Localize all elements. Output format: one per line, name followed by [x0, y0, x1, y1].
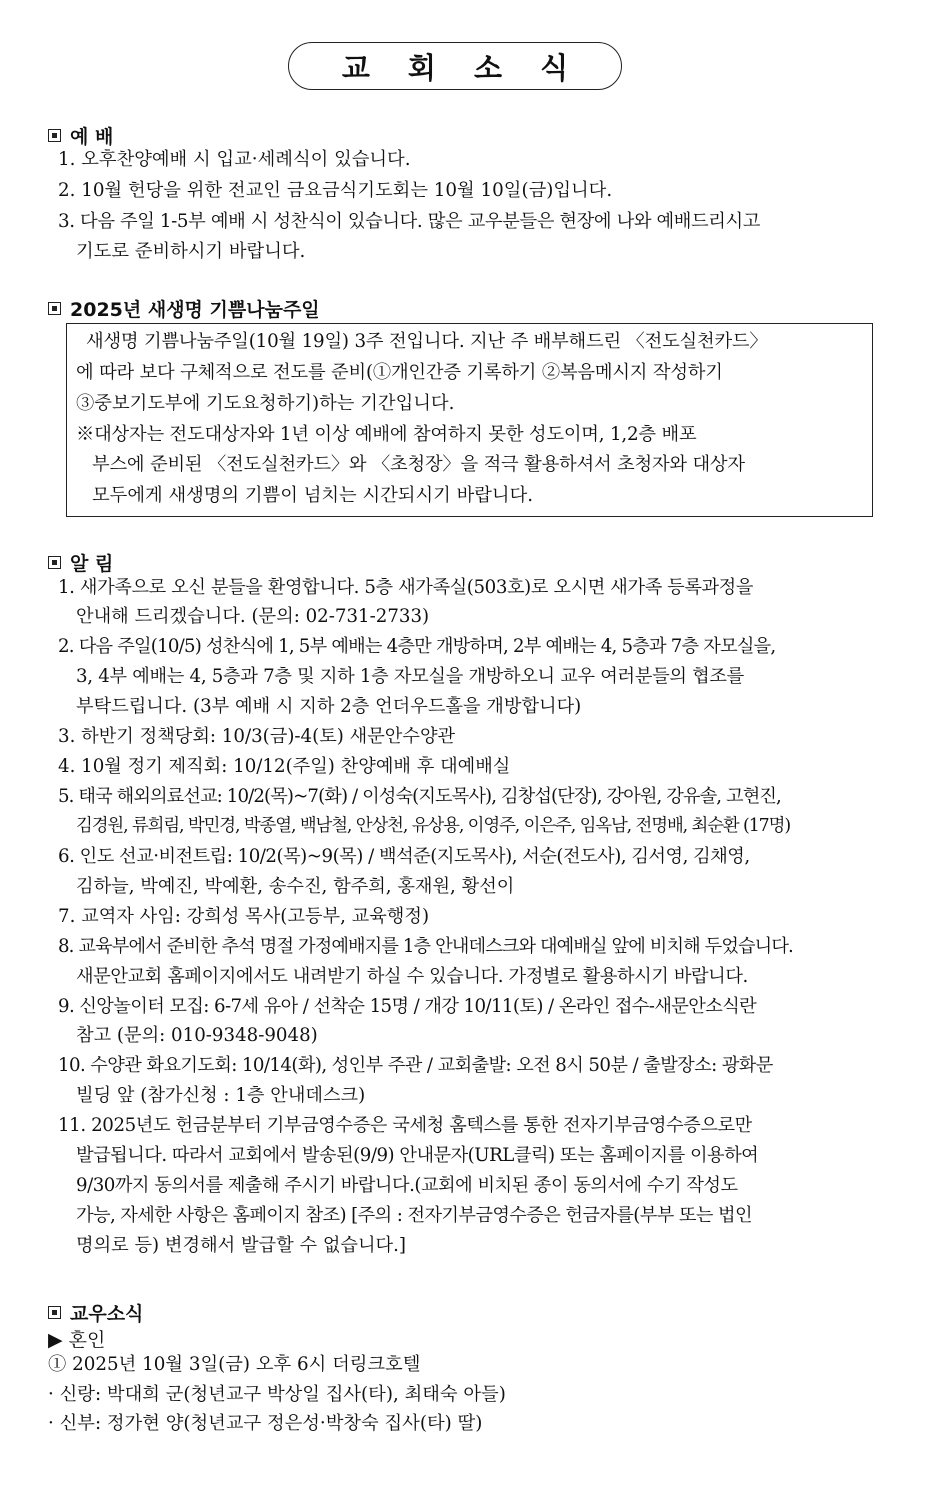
square-bullet-icon [48, 556, 61, 569]
members-heading: 교우소식 [48, 1299, 143, 1326]
square-bullet-icon [48, 1306, 61, 1319]
page-title-box [288, 42, 622, 90]
notice-line: 2. 다음 주일(10/5) 성찬식에 1, 5부 예배는 4층만 개방하며, 2부 예배는 4, 5층과 7층 자모실을, [58, 636, 776, 657]
evangelism-line: 에 따라 보다 구체적으로 전도를 준비(①개인간증 기록하기 ②복음메시지 작성하기 [76, 362, 723, 383]
notice-line: 7. 교역자 사임: 강희성 목사(고등부, 교육행정) [58, 906, 430, 927]
worship-line: 기도로 준비하시기 바랍니다. [76, 241, 306, 262]
worship-line: 1. 오후찬양예배 시 입교·세례식이 있습니다. [58, 149, 411, 170]
notice-line: 명의로 등) 변경해서 발급할 수 없습니다.] [76, 1235, 406, 1256]
notice-line: 가능, 자세한 사항은 홈페이지 참조) [주의 : 전자기부금영수증은 헌금자를(부부 또는 법인 [76, 1205, 752, 1226]
notice-line: 11. 2025년도 헌금분부터 기부금영수증은 국세청 홈텍스를 통한 전자기부금영수증으로만 [58, 1115, 752, 1136]
page-title: 교 회 소 식 [341, 50, 583, 85]
worship-line: 3. 다음 주일 1-5부 예배 시 성찬식이 있습니다. 많은 교우분들은 현장에 나와 예배드리시고 [58, 211, 761, 232]
notice-line: 3. 하반기 정책당회: 10/3(금)-4(토) 새문안수양관 [58, 726, 456, 747]
members-line: ① 2025년 10월 3일(금) 오후 6시 더링크호텔 [48, 1354, 421, 1375]
notice-line: 8. 교육부에서 준비한 추석 명절 가정예배지를 1층 안내데스크와 대예배실 앞에 비치해 두었습니다. [58, 936, 793, 957]
notice-line: 3, 4부 예배는 4, 5층과 7층 및 지하 1층 자모실을 개방하오니 교우 여러분들의 협조를 [76, 666, 744, 687]
notice-line: 발급됩니다. 따라서 교회에서 발송된(9/9) 안내문자(URL클릭) 또는 홈페이지를 이용하여 [76, 1145, 759, 1166]
notice-line: 김하늘, 박예진, 박예환, 송수진, 함주희, 홍재원, 황선이 [76, 876, 515, 897]
notice-line: 빌딩 앞 (참가신청 : 1층 안내데스크) [76, 1085, 366, 1106]
notice-line: 4. 10월 정기 제직회: 10/12(주일) 찬양예배 후 대예배실 [58, 756, 511, 777]
members-line: · 신부: 정가현 양(청년교구 정은성·박창숙 집사(타) 딸) [48, 1413, 483, 1434]
evangelism-line: ③중보기도부에 기도요청하기)하는 기간입니다. [76, 393, 455, 414]
notice-line: 새문안교회 홈페이지에서도 내려받기 하실 수 있습니다. 가정별로 활용하시기 바랍니다. [76, 966, 748, 987]
notice-line: 안내해 드리겠습니다. (문의: 02-731-2733) [76, 606, 430, 627]
evangelism-line: 부스에 준비된 〈전도실천카드〉와 〈초청장〉을 적극 활용하셔서 초청자와 대상자 [92, 454, 745, 475]
notice-line: 9/30까지 동의서를 제출해 주시기 바랍니다.(교회에 비치된 종이 동의서에 수기 작성도 [76, 1175, 738, 1196]
notice-line: 5. 태국 해외의료선교: 10/2(목)~7(화) / 이성숙(지도목사), 김창섭(단장), 강아원, 강유솔, 고현진, [58, 786, 781, 807]
evangelism-line: 새생명 기쁨나눔주일(10월 19일) 3주 전입니다. 지난 주 배부해드린 〈전도실천카드〉 [86, 331, 768, 352]
evangelism-line: 모두에게 새생명의 기쁨이 넘치는 시간되시기 바랍니다. [92, 485, 534, 506]
notice-line: 10. 수양관 화요기도회: 10/14(화), 성인부 주관 / 교회출발: 오전 8시 50분 / 출발장소: 광화문 [58, 1055, 773, 1076]
evangelism-line: ※대상자는 전도대상자와 1년 이상 예배에 참여하지 못한 성도이며, 1,2층 배포 [76, 424, 697, 445]
notice-heading: 알 림 [48, 549, 113, 576]
members-line: · 신랑: 박대희 군(청년교구 박상일 집사(타), 최태숙 아들) [48, 1384, 506, 1405]
members-subheading: ▶ 혼인 [48, 1329, 106, 1351]
worship-heading: 예 배 [48, 122, 113, 149]
worship-line: 2. 10월 헌당을 위한 전교인 금요금식기도회는 10월 10일(금)입니다. [58, 180, 613, 201]
notice-line: 6. 인도 선교·비전트립: 10/2(목)~9(목) / 백석준(지도목사), 서순(전도사), 김서영, 김채영, [58, 846, 750, 867]
square-bullet-icon [48, 302, 61, 315]
evangelism-heading: 2025년 새생명 기쁨나눔주일 [48, 295, 320, 322]
notice-line: 참고 (문의: 010-9348-9048) [76, 1025, 318, 1046]
notice-line: 1. 새가족으로 오신 분들을 환영합니다. 5층 새가족실(503호)로 오시면 새가족 등록과정을 [58, 577, 754, 598]
notice-line: 9. 신앙놀이터 모집: 6-7세 유아 / 선착순 15명 / 개강 10/11(토) / 온라인 접수-새문안소식란 [58, 996, 757, 1017]
notice-line: 김경원, 류희림, 박민경, 박종열, 백남철, 안상천, 유상용, 이영주, 이은주, 임옥남, 전명배, 최순환 (17명) [76, 816, 791, 836]
square-bullet-icon [48, 129, 61, 142]
notice-line: 부탁드립니다. (3부 예배 시 지하 2층 언더우드홀을 개방합니다) [76, 696, 582, 717]
